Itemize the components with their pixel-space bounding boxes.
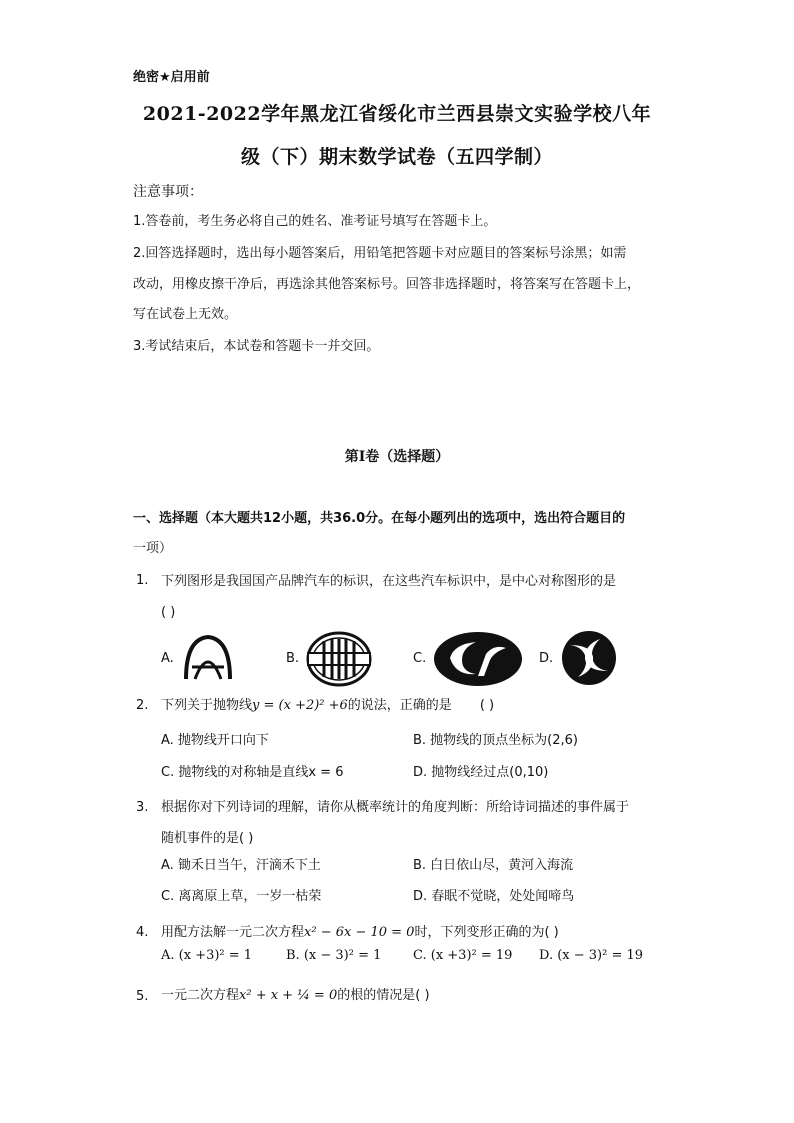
formula: y = (x +2)² +6: [252, 698, 348, 713]
part-heading-cont: 一项）: [133, 541, 173, 556]
swoosh-logo-icon: [432, 630, 524, 688]
notice-item: 写在试卷上无效。: [133, 307, 238, 322]
question-text: 下列关于抛物线y = (x +2)² +6的说法，正确的是 ( ): [161, 698, 495, 713]
option-b: B. 抛物线的顶点坐标为(2,6): [413, 733, 579, 748]
arch-logo-icon: [180, 633, 236, 683]
option-b: B. 白日依山尽，黄河入海流: [413, 858, 574, 873]
question-number: 1.: [136, 573, 149, 588]
pinwheel-logo-icon: [560, 629, 618, 687]
exam-title-line1: 2021-2022学年黑龙江省绥化市兰西县崇文实验学校八年: [142, 103, 652, 125]
grille-logo-icon: [306, 631, 372, 687]
question-text: 一元二次方程x² + x + ¼ = 0的根的情况是( ): [161, 988, 430, 1003]
option-d: D. 春眠不觉晓，处处闻啼鸟: [413, 889, 575, 904]
notice-item: 2.回答选择题时，选出每小题答案后，用铅笔把答题卡对应题目的答案标号涂黑；如需: [133, 246, 627, 261]
question-number: 2.: [136, 698, 149, 713]
notice-item: 改动，用橡皮擦干净后，再选涂其他答案标号。回答非选择题时，将答案写在答题卡上，: [133, 277, 641, 292]
question-paren: ( ): [161, 605, 176, 620]
question-text: 根据你对下列诗词的理解，请你从概率统计的角度判断：所给诗词描述的事件属于: [161, 800, 630, 815]
question-text: 用配方法解一元二次方程x² − 6x − 10 = 0时，下列变形正确的为( ): [161, 925, 559, 940]
formula: x² + x + ¼ = 0: [239, 988, 338, 1003]
option-a: A. 锄禾日当午，汗滴禾下土: [161, 858, 321, 873]
notice-item: 3.考试结束后，本试卷和答题卡一并交回。: [133, 339, 380, 354]
part-heading: 一、选择题（本大题共12小题，共36.0分。在每小题列出的选项中，选出符合题目的: [133, 511, 626, 526]
question-number: 5.: [136, 989, 149, 1004]
question-text: 下列图形是我国国产品牌汽车的标识，在这些汽车标识中，是中心对称图形的是: [161, 574, 617, 589]
option-a-label: A.: [161, 651, 174, 666]
section-title: 第Ⅰ卷（选择题）: [344, 449, 450, 465]
notice-item: 1.答卷前，考生务必将自己的姓名、准考证号填写在答题卡上。: [133, 214, 497, 229]
option-d: D. (x − 3)² = 19: [539, 948, 644, 963]
option-a: A. (x +3)² = 1: [161, 948, 253, 963]
exam-title-line2: 级（下）期末数学试卷（五四学制）: [240, 146, 553, 168]
formula: x² − 6x − 10 = 0: [304, 925, 415, 940]
option-a: A. 抛物线开口向下: [161, 733, 269, 748]
question-number: 3.: [136, 800, 149, 815]
option-b: B. (x − 3)² = 1: [286, 948, 382, 963]
option-c: C. (x +3)² = 19: [413, 948, 513, 963]
notice-heading: 注意事项：: [133, 184, 203, 200]
option-c: C. 抛物线的对称轴是直线x = 6: [161, 765, 344, 780]
confidential-label: 绝密★启用前: [133, 70, 210, 85]
option-c: C. 离离原上草，一岁一枯荣: [161, 889, 322, 904]
option-d-label: D.: [539, 651, 554, 666]
option-c-label: C.: [413, 651, 427, 666]
question-text-cont: 随机事件的是( ): [161, 831, 254, 846]
option-b-label: B.: [286, 651, 300, 666]
question-number: 4.: [136, 925, 149, 940]
option-d: D. 抛物线经过点(0,10): [413, 765, 549, 780]
